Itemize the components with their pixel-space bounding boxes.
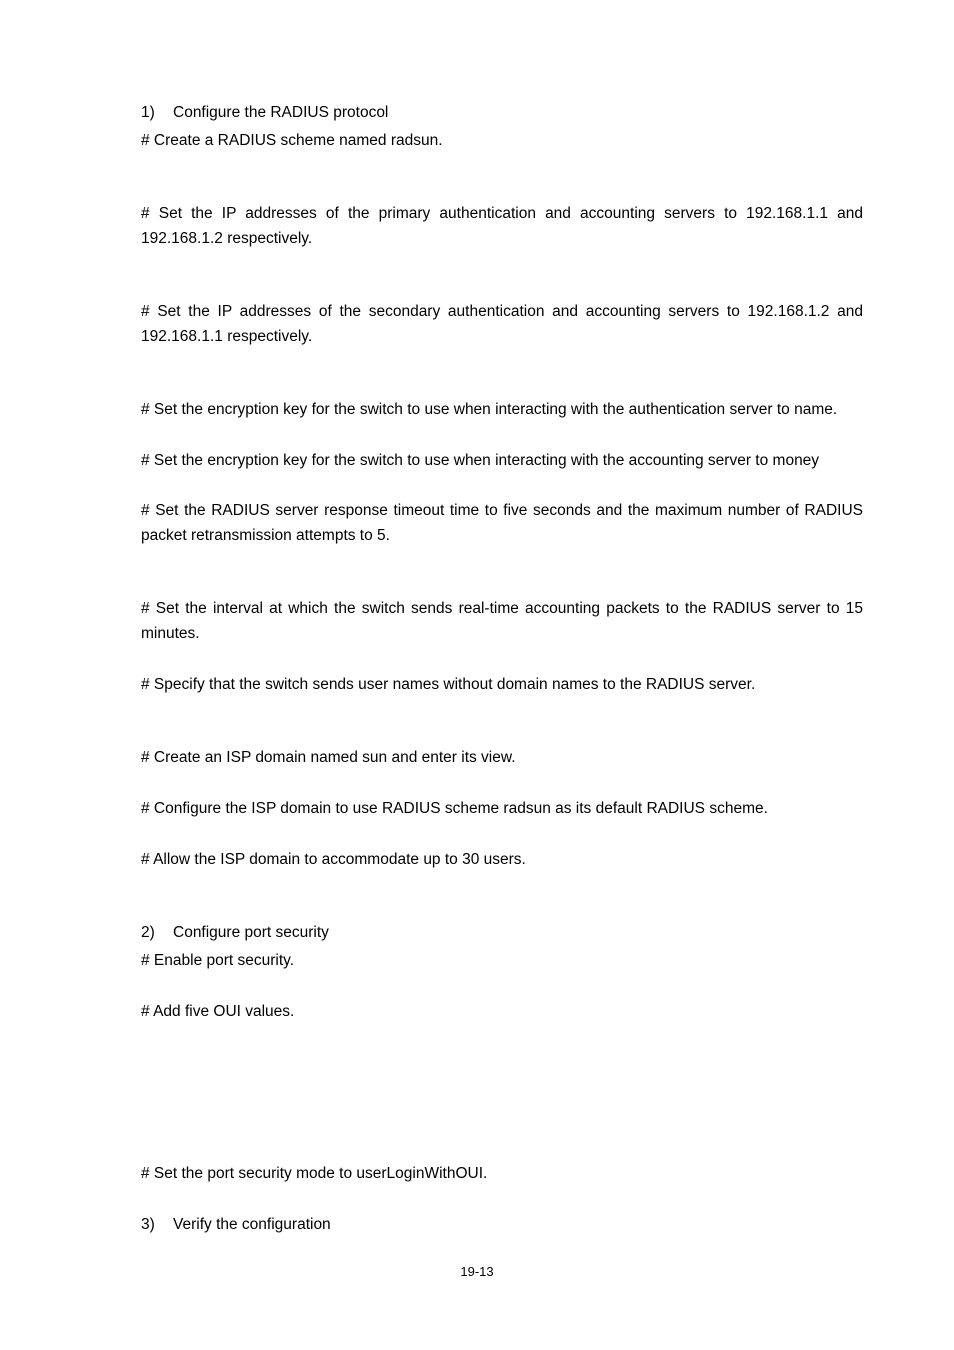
step-heading <box>141 1212 863 1237</box>
note-default-radius-scheme: # Configure the ISP domain to use RADIUS scheme radsun as its default RADIUS scheme. <box>141 800 768 817</box>
note-create-isp-domain: # Create an ISP domain named sun and enter its view. <box>141 749 516 766</box>
note-auth-key: # Set the encryption key for the switch to use when interacting with the authentication server to name. <box>141 401 838 418</box>
note-primary-servers: # Set the IP addresses of the primary authentication and accounting servers to 192.168.1.1 and 192.168.1.2 respectively. <box>141 205 863 247</box>
step-title: Configure port security <box>173 924 329 941</box>
step-title: Verify the configuration <box>173 1216 331 1233</box>
step-number: 1) <box>141 104 155 121</box>
note-timeout-retransmission: # Set the RADIUS server response timeout time to five seconds and the maximum number of RADIUS packet retransmission attempts to 5. <box>141 502 863 544</box>
step-number: 2) <box>141 924 155 941</box>
step-heading <box>141 100 863 125</box>
note-secondary-servers: # Set the IP addresses of the secondary authentication and accounting servers to 192.168.1.2 and 192.168.1.1 respectively. <box>141 303 863 345</box>
note-access-limit: # Allow the ISP domain to accommodate up to 30 users. <box>141 851 526 868</box>
step-title: Configure the RADIUS protocol <box>173 104 389 121</box>
note-user-name-format: # Specify that the switch sends user names without domain names to the RADIUS server. <box>141 676 756 693</box>
note-create-radius-scheme: # Create a RADIUS scheme named radsun. <box>141 132 443 149</box>
step-number: 3) <box>141 1216 155 1233</box>
page-number: 19-13 <box>460 1264 494 1279</box>
note-realtime-accounting-interval: # Set the interval at which the switch sends real-time accounting packets to the RADIUS server to 15 minutes. <box>141 600 863 642</box>
note-add-oui-values: # Add five OUI values. <box>141 1003 295 1020</box>
step-heading <box>141 920 863 945</box>
note-accounting-key: # Set the encryption key for the switch to use when interacting with the accounting server to money <box>141 452 820 469</box>
note-port-security-mode: # Set the port security mode to userLoginWithOUI. <box>141 1165 488 1182</box>
note-enable-port-security: # Enable port security. <box>141 952 295 969</box>
